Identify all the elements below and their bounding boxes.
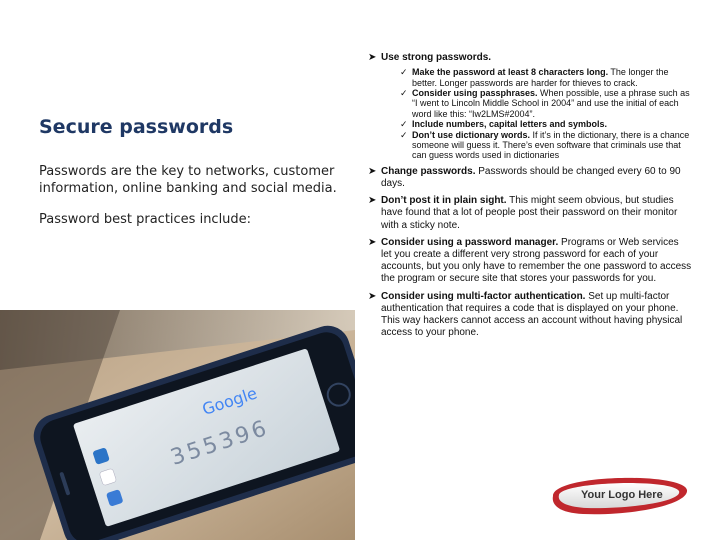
logo-text: Your Logo Here (581, 489, 663, 501)
arrow-bullet-icon: ➤ (368, 195, 377, 207)
arrow-bullet-icon: ➤ (368, 236, 377, 248)
checkmark-icon: ✓ (400, 88, 408, 99)
company-logo (543, 470, 693, 520)
bullet-heading: Consider using a password manager. (381, 236, 559, 248)
bullet-item (368, 52, 692, 161)
phone-brand-text: Google (199, 383, 260, 419)
bullet-item (368, 195, 692, 232)
sub-bullet-item (400, 67, 692, 88)
bullet-heading: Don’t post it in plain sight. (381, 195, 507, 207)
bullet-text: Set up multi-factor authentication that requires a code that is displayed on your phone. This way hackers cannot access an account without having physical access to your phone. (381, 290, 683, 339)
sub-bullet-text: If it’s in the dictionary, there is a chance someone will guess it. There’s even software that criminals use that can guess words used in dictionaries (412, 129, 690, 161)
bullet-heading: Consider using multi-factor authentication. (381, 290, 586, 302)
practices-label: Password best practices include: (39, 212, 252, 227)
sub-bullet-heading: Include numbers, capital letters and symbols. (412, 119, 608, 130)
arrow-bullet-icon: ➤ (368, 52, 377, 63)
bullet-item (368, 237, 692, 286)
sub-bullet-text: When possible, use a phrase such as “I went to Lincoln Middle School in 2004” and use the initial of each word like this: “Iw2LMS#2004”. (412, 88, 690, 119)
slide-title: Secure passwords (39, 116, 234, 138)
checkmark-icon: ✓ (400, 67, 408, 78)
sub-bullet-item (400, 130, 692, 161)
sub-bullet-heading: Don’t use dictionary words. (412, 129, 531, 140)
phone-photo (0, 310, 355, 540)
sub-bullet-item (400, 119, 692, 129)
bullet-text: This might seem obvious, but studies have found that a lot of people post their password on their monitor with a sticky note. (381, 195, 678, 231)
arrow-bullet-icon: ➤ (368, 290, 377, 302)
sub-bullet-text: The longer the better. Longer passwords are harder for thieves to crack. (412, 67, 669, 88)
sub-bullet-list (400, 67, 692, 161)
arrow-bullet-icon: ➤ (368, 165, 377, 177)
intro-text: Passwords are the key to networks, customer information, online banking and social media. (39, 164, 337, 196)
sub-bullet-heading: Make the password at least 8 characters long. (412, 67, 609, 78)
bullet-text: Programs or Web services let you create a different very strong password for each of your accounts, but you only have to remember the one password to access the program or secure site that stores your passwords for you. (381, 236, 692, 285)
bullet-heading: Change passwords. (381, 165, 476, 177)
bullet-list (368, 52, 692, 345)
checkmark-icon: ✓ (400, 119, 408, 130)
checkmark-icon: ✓ (400, 129, 408, 140)
sub-bullet-heading: Consider using passphrases. (412, 88, 538, 99)
bullet-text: Passwords should be changed every 60 to 90 days. (381, 165, 681, 190)
phone-code-text: 355396 (167, 415, 273, 471)
bullet-heading: Use strong passwords. (381, 52, 492, 63)
bullet-item (368, 291, 692, 340)
bullet-item (368, 166, 692, 190)
sub-bullet-item (400, 88, 692, 119)
